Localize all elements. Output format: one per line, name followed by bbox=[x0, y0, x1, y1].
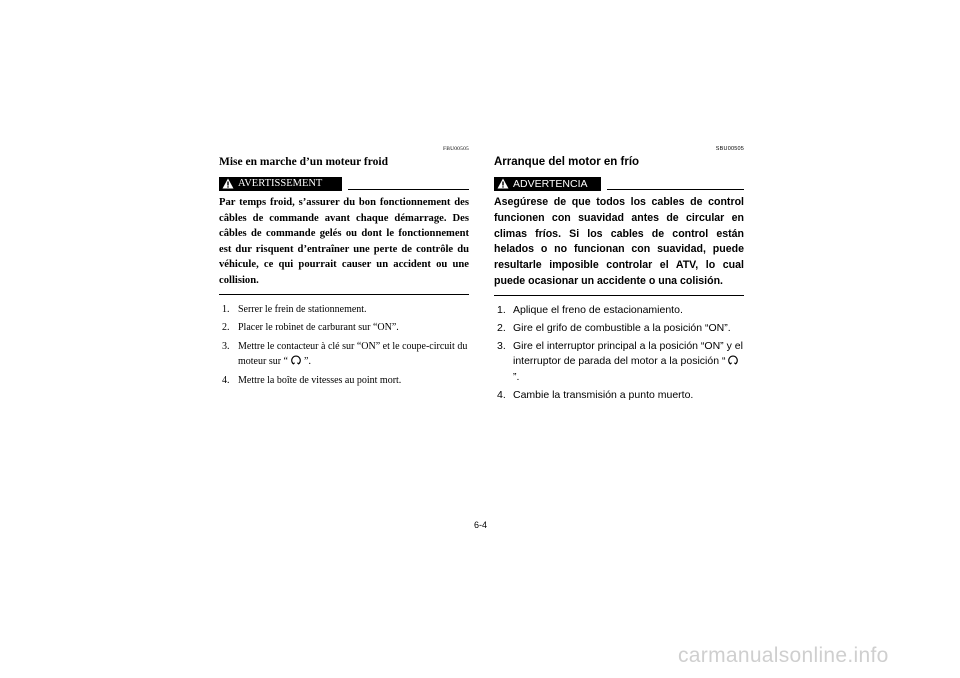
step-text bbox=[238, 339, 469, 370]
step-text: Mettre la boîte de vitesses au point mort. bbox=[238, 374, 402, 386]
step-text-after: ”. bbox=[304, 356, 311, 368]
step-text bbox=[513, 339, 744, 386]
engine-run-symbol-icon bbox=[727, 354, 739, 365]
step-text-before: Gire el interruptor principal a la posición “ON” y el interruptor de parada del motor a la posición “ bbox=[513, 339, 743, 368]
step-number: 2. bbox=[497, 321, 506, 334]
warning-triangle-icon bbox=[222, 178, 234, 189]
step-text: Cambie la transmisión a punto muerto. bbox=[513, 388, 694, 401]
warning-badge bbox=[494, 177, 601, 191]
warning-triangle-icon bbox=[497, 178, 509, 189]
page-number: 6-4 bbox=[474, 520, 488, 530]
step-number: 3. bbox=[497, 339, 506, 352]
warning-text: Asegúrese de que todos los cables de control funcionen con suavidad antes de circular en climas fríos. Si los cables de control están helados o no funcionan con suavidad, puede resultarle imposible controlar el ATV, lo cual puede ocasionar un accidente o una colisión. bbox=[494, 196, 744, 287]
section-title: Arranque del motor en frío bbox=[494, 156, 640, 168]
steps-list bbox=[494, 303, 744, 404]
list-item bbox=[219, 320, 469, 336]
step-text-after: ”. bbox=[513, 370, 520, 383]
step-text: Placer le robinet de carburant sur “ON”. bbox=[238, 322, 399, 334]
watermark: carmanualsonline.info bbox=[678, 644, 889, 667]
step-number: 2. bbox=[222, 322, 230, 334]
french-column bbox=[219, 146, 469, 391]
warning-line bbox=[607, 189, 744, 190]
warning-text: Par temps froid, s’assurer du bon fonctionnement des câbles de commande avant chaque démarrage. Des câbles de commande gelés ou dont le fonctionnement est dur risquent d’entraîner une perte de contrôle du véhicule, ce qui pourrait causer un accident ou une collision. bbox=[219, 197, 469, 286]
section-title: Mise en marche d’un moteur froid bbox=[219, 156, 388, 168]
list-item bbox=[219, 302, 469, 318]
step-number: 3. bbox=[222, 340, 230, 352]
warning-end-rule bbox=[494, 295, 744, 296]
list-item bbox=[494, 388, 744, 404]
list-item bbox=[494, 303, 744, 319]
step-text-before: Mettre le contacteur à clé sur “ON” et le coupe-circuit du moteur sur “ bbox=[238, 340, 468, 368]
engine-run-symbol-icon bbox=[290, 354, 302, 365]
warning-header bbox=[494, 176, 744, 191]
step-text: Aplique el freno de estacionamiento. bbox=[513, 303, 683, 316]
step-number: 1. bbox=[497, 303, 506, 316]
warning-end-rule bbox=[219, 294, 469, 295]
section-code: FBU00505 bbox=[442, 146, 469, 152]
warning-badge bbox=[219, 177, 342, 191]
step-text: Gire el grifo de combustible a la posición “ON”. bbox=[513, 321, 731, 334]
warning-header bbox=[219, 176, 469, 191]
step-number: 1. bbox=[222, 303, 230, 315]
warning-line bbox=[348, 189, 469, 190]
warning-label: ADVERTENCIA bbox=[513, 177, 588, 190]
list-item bbox=[219, 373, 469, 389]
step-number: 4. bbox=[497, 388, 506, 401]
steps-list bbox=[219, 302, 469, 389]
spanish-column bbox=[494, 146, 744, 406]
list-item bbox=[219, 339, 469, 370]
step-number: 4. bbox=[222, 374, 230, 386]
warning-label: AVERTISSEMENT bbox=[238, 177, 323, 189]
list-item bbox=[494, 339, 744, 386]
list-item bbox=[494, 321, 744, 337]
section-code: SBU00505 bbox=[715, 146, 744, 152]
step-text: Serrer le frein de stationnement. bbox=[238, 303, 367, 315]
